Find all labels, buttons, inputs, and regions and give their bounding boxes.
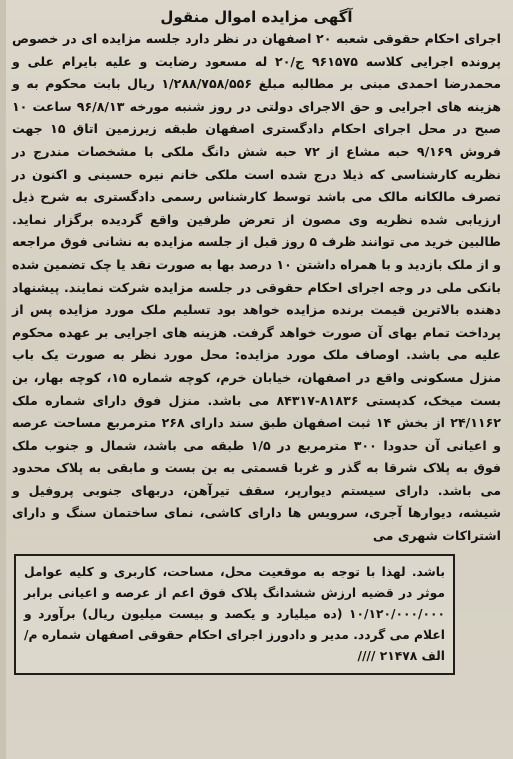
valuation-box xyxy=(14,554,455,675)
page-edge xyxy=(0,0,6,759)
valuation-box-text: باشد. لهذا با توجه به موقعیت محل، مساحت، کاربری و کلیه عوامل موثر در قضیه ارزش ششدانگ پلاک فوق اعم از عرصه و اعیانی برابر ۱۰/۱۲۰/۰۰۰/۰۰۰ (ده میلیارد و یکصد و بیست میلیون ریال) برآورد و اعلام می گردد. مدیر و دادورز اجرای احکام حقوقی اصفهان شماره م/الف ۲۱۴۷۸ //// xyxy=(24,564,445,663)
notice-body-paragraph: اجرای احکام حقوقی شعبه ۲۰ اصفهان در نظر دارد جلسه مزایده ای در خصوص پرونده اجرایی کلاسه ۹۶۱۵۷۵ ج/۲۰ له مسعود رضایت و علیه بایرام علی و محمدرضا احمدی مبنی بر مطالبه مبلغ ۱/۲۸۸/۷۵۸/۵۵۶ ریال بابت محکوم به و هزینه های اجرایی و حق الاجرای دولتی در روز شنبه مورخه ۹۶/۸/۱۳ ساعت ۱۰ صبح در محل اجرای احکام دادگستری اصفهان طبقه زیرزمین اتاق ۱۵ جهت فروش ۹/۱۶۹ حبه مشاع از ۷۲ حبه شش دانگ ملکی با مشخصات مندرج در نظریه کارشناسی که ذیلا درج شده است ملکی خانم نیره حسینی و اکنون در تصرف مالکانه مالک می باشد توسط کارشناس رسمی دادگستری به شرح ذیل ارزیابی شده نظریه وی مصون از تعرض طرفین واقع گردیده برگزار نماید. طالبین خرید می توانند ظرف ۵ روز قبل از جلسه مزایده به نشانی فوق مراجعه و از ملک بازدید و با همراه داشتن ۱۰ درصد بها به صورت نقد یا چک تضمین شده بانکی ملی در وجه اجرای احکام حقوقی در جلسه مزایده شرکت نمایند. پیشنهاد دهنده بالاترین قیمت برنده مزایده خواهد بود تسلیم ملک مورد مزایده پس از پرداخت تمام بهای آن صورت خواهد گرفت. هزینه های اجرایی بر عهده محکوم علیه می باشد. اوصاف ملک مورد مزایده: محل مورد نظر به صورت یک باب منزل مسکونی واقع در اصفهان، خیابان خرم، کوچه شماره ۱۵، کوچه بهار، بن بست میخک، کدپستی ۸۱۸۳۶-۸۴۳۱۷ می باشد. منزل فوق دارای شماره ملک ۲۴/۱۱۶۲ از بخش ۱۴ ثبت اصفهان طبق سند دارای ۲۶۸ مترمربع مساحت عرصه و اعیانی آن حدودا ۳۰۰ مترمربع در ۱/۵ طبقه می باشد، شمال و جنوب ملک فوق به پلاک شرقا به گذر و غربا قسمتی به بن بست و مابقی به پلاک محدود می باشد. دارای سیستم دیوارپر، سقف تیرآهن، دربهای جنوبی پروفیل و شیشه، دیوارها آجری، سرویس ها دارای کاشی، نمای ساختمان سنگ و دارای اشتراکات شهری می xyxy=(12,31,502,544)
notice-title: آگهی مزایده اموال منقول xyxy=(160,8,353,26)
